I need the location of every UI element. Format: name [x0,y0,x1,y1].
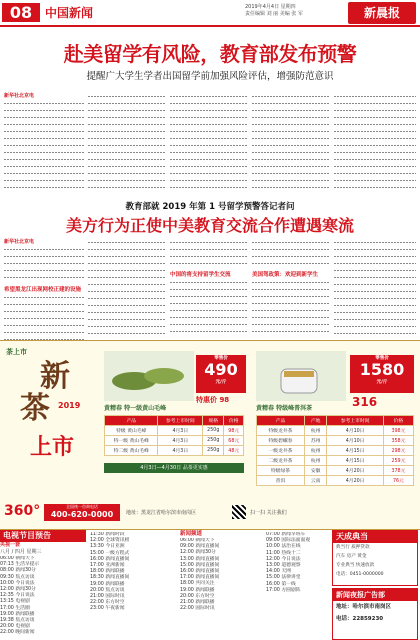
table-cell: 特级绿茶 [257,466,305,476]
table-cell: 杭州 [304,446,326,456]
tv-list-3 [180,538,262,612]
story2-column-4 [252,238,330,336]
tv-program-item: 18:00 共同关注 [180,581,215,587]
store-address: 地址：黑龙江省哈尔滨市南岗区 [126,510,197,516]
tv-program-item: 07:13 生活早提示 [0,562,40,568]
table-cell: 250g [203,436,224,446]
product2-name: 黄精春 特级峰普洱茶 [256,405,313,412]
table-cell: 4月3日 [158,426,203,436]
product1-unit: 元/斤 [215,380,227,385]
tv-program-item: 13:00 新闻直播间 [180,556,220,562]
tv-program-item: 16:00 第一线 [266,581,296,587]
story2-subhead-1: 中国的将支持留学生交流 [170,272,231,278]
date-line [245,4,335,18]
product1-deal [196,395,229,405]
table-header: 产品 [257,416,305,426]
tv-program-item: 11:00 热线十二 [266,550,301,556]
tv-program-item: 13:00 道德观察 [266,563,301,569]
story2-column-3 [170,238,248,336]
tv-program-item: 17:00 生活圈 [0,605,30,611]
product1-price: 490 [204,360,238,379]
page-number: 08 [2,3,40,22]
tv-list-1 [0,556,86,637]
tv-program-item: 12:00 全球资讯榜 [90,538,130,544]
ad-pawn-text [333,543,417,579]
tv-list-4 [266,532,328,594]
headline-main: 赴美留学有风险，教育部发布预警 [63,42,357,66]
table-cell: 云南 [304,476,326,486]
product2-price-box [350,355,414,393]
table-header-row [105,416,244,426]
qr-code-icon [232,505,246,519]
tv-program-item: 17:00 新闻直播间 [180,575,220,581]
tv-program-item: 17:00 方圆剧阵 [266,587,301,593]
tv-program-item: 10:00 法治在线 [266,544,301,550]
table-cell: 特级 黄山毛峰 [105,426,158,436]
table-cell: 4月15日 [327,456,383,466]
tv-program-item: 18:00 新闻联播 [90,569,125,575]
promo-bar: 4月3日—4月30日 品茶更实惠 [104,463,244,473]
brand-logo: 新晨报 [348,2,416,24]
table-cell: 一级龙井茶 [257,446,305,456]
tv-program-item: 10:00 今日说法 [0,580,35,586]
product2-deal-price: 316 [352,395,378,409]
product1-price-label: 零售价 [214,356,228,361]
product1-price-box [196,355,246,393]
hotline-number: 400-620-0000 [50,510,114,519]
tv-program-item: 20:00 电视剧 [0,624,30,630]
table-cell: 特级龙井茶 [257,426,305,436]
table-cell: 特一级 黄山毛峰 [105,436,158,446]
table-cell: 4月10日 [327,426,383,436]
table-cell: 76元 [383,476,413,486]
table-header: 价格 [224,416,244,426]
table-cell: 4月3日 [158,446,203,456]
tv-title: 电视节目预告 [0,530,86,542]
product2-image [256,351,346,401]
ad-pawn [332,530,418,586]
story2-column-1 [4,238,84,345]
table-cell: 普洱 [257,476,305,486]
ad-title-launch: 上市 [30,434,75,460]
ad-logo: 茶上市 [6,348,27,356]
story1-body-1 [4,99,84,195]
tv-program-item: 16:00 新闻直播间 [180,569,220,575]
table-cell: 298元 [383,446,413,456]
ad-year: 2019 [58,401,81,410]
product1-deal-label: 特惠价 [196,396,217,404]
tv-program-item: 19:00 新闻联播 [180,587,215,593]
story2-column-5 [334,238,416,338]
story1-column-2 [88,92,166,196]
tv-program-item: 22:00 国际时讯 [180,606,215,612]
tv-column-1 [0,530,86,637]
tea-leaf-icon [104,351,194,401]
qr-caption: 扫一扫 关注我们 [250,510,287,516]
tv-program-item: 15:00 一级方程式 [90,550,130,556]
table-header-row [257,416,414,426]
table-row [257,466,414,476]
hotline-box [44,504,120,521]
ad-title-tea: 茶 [20,391,50,426]
tv-program-item: 09:30 焦点访谈 [0,574,35,580]
story2-body-3 [170,238,248,270]
table-cell: 358元 [383,436,413,446]
tv-col3-header: 新闻频道 [180,531,203,537]
tv-program-item: 09:00 国际法面面观 [266,538,311,544]
tv-program-item: 19:00 新闻联播 [90,581,125,587]
ad-title-new: 新 [40,359,70,394]
story1-column-3 [170,92,248,196]
tv-list-2 [90,532,176,613]
tv-program-item: 19:00 新闻联播 [0,611,35,617]
product1-image [104,351,194,401]
tv-program-item: 12:00 新闻30分 [0,587,36,593]
tv-program-item: 21:00 国际时讯 [90,594,125,600]
table-cell: 259元 [383,456,413,466]
table-header: 产地 [304,416,326,426]
table-header: 参考上市时间 [327,416,383,426]
editor-text: 责任编辑 刘 丽 美编 张 军 [245,11,303,17]
table-header: 规格 [203,416,224,426]
story1-column-5 [334,92,416,196]
section-title: 中国新闻 [45,6,94,20]
tv-program-item: 14:00 天网 [266,569,291,575]
story2-column-2 [88,238,166,338]
tv-program-item: 15:00 法律讲堂 [266,575,301,581]
price-table-1 [104,415,244,456]
table-cell: 安徽 [304,466,326,476]
ad-pawn-line: 典当行 质押贷款 [336,545,370,550]
table-header: 价格 [383,416,413,426]
story2-body-6 [252,278,330,336]
story2-body-2 [4,293,84,345]
story2-subhead-2: 美国驾政策：欢迎到新学生 [252,272,319,278]
tv-program-item: 15:00 新闻直播间 [180,562,220,568]
ad-pawn-line: 电话：0451-0000000 [336,572,384,577]
tv-program-item: 06:00 朝闻天下 [0,556,35,561]
table-row [257,476,414,486]
ad-pawn-line: 汽车 房产 黄金 [336,554,367,559]
subheadline-main: 提醒广大学生学者出国留学前加强风险评估，增强防范意识 [86,71,334,82]
tea-cup-icon [256,351,346,401]
table-cell: 特级碧螺春 [257,436,305,446]
table-cell: 杭州 [304,456,326,466]
tv-date: 八月 / 四月 星期三 [0,549,42,555]
tv-channel: 央视一套 [0,542,21,548]
story1-column-4 [252,92,330,196]
story1-column-1 [4,92,84,195]
product2-unit: 元/斤 [376,380,388,385]
table-cell: 250g [203,446,224,456]
tv-program-item: 11:30 新闻时段 [90,532,125,537]
tv-program-item: 12:35 今日说法 [0,593,35,599]
store-brand: 360° [4,503,41,519]
product1-deal-price: 98 [219,396,230,404]
table-row [257,426,414,436]
side-subhead: 希望黑龙江出现网校正建的设施 [4,287,82,293]
table-cell: 4月10日 [327,436,383,446]
table-cell: 4月20日 [327,466,383,476]
tv-program-item: 06:00 朝闻天下 [180,538,215,543]
table-row [105,426,244,436]
ad-department-title: 新闻夜报广告部 [333,589,417,601]
tv-program-item: 17:00 亚洲新闻 [90,563,125,569]
product2-price: 1580 [359,360,405,379]
tv-program-item: 09:00 新闻直播间 [180,544,220,550]
tv-program-item: 21:00 新闻联播 [180,600,215,606]
table-cell: 4月15日 [327,446,383,456]
hotline-label: 全国统一咨询电话 [66,504,98,509]
table-row [257,446,414,456]
product2-price-label: 零售价 [375,356,389,361]
table-cell: 68元 [224,436,244,446]
table-cell: 苏州 [304,436,326,446]
tv-program-item: 22:00 东方时空 [90,600,125,606]
tv-program-item: 13:15 电视剧 [0,599,30,605]
ad-department [332,588,418,640]
ad-department-line: 电话：22859230 [336,616,384,622]
product1-name: 黄精春 特一级黄山毛峰 [104,405,167,412]
table-cell: 378元 [383,466,413,476]
tv-program-item: 19:38 焦点访谈 [0,618,35,624]
table-header: 产品 [105,416,158,426]
tv-program-item: 20:00 东方时空 [180,593,215,599]
table-cell: 4月20日 [327,476,383,486]
ad-department-text [333,601,417,625]
table-row [257,436,414,446]
tv-listings [0,530,420,640]
table-cell: 98元 [224,426,244,436]
table-header: 参考上市时间 [158,416,203,426]
table-row [105,446,244,456]
tv-program-item: 07:00 新闻早班车 [266,532,306,537]
date-text: 2019年4月4日 星期四 [245,4,296,10]
table-cell: 48元 [224,446,244,456]
story2-body-5 [252,238,330,270]
tv-program-item: 13:30 今日亚洲 [90,544,125,550]
ad-pawn-line: 专业典当 快速放款 [336,563,375,568]
story2-kicker: 教育部就 2019 年第 1 号留学预警答记者问 [125,202,295,212]
price-table-2 [256,415,414,486]
table-row [257,456,414,466]
table-row [105,436,244,446]
ad-department-line: 地址：哈尔滨市南岗区 [336,604,392,610]
tv-column-3 [180,530,262,612]
tea-advertisement [0,340,420,530]
tv-program-item: 16:00 新闻直播间 [90,556,130,562]
table-cell: 398元 [383,426,413,436]
table-cell: 杭州 [304,426,326,436]
tv-program-item: 18:30 新闻直播间 [90,575,130,581]
header-rule [0,25,420,27]
tv-program-item: 08:00 新闻30分 [0,568,36,574]
ad-pawn-title: 天成典当 [333,531,417,543]
tv-program-item: 12:00 新闻30分 [180,550,216,556]
story2-body-1 [4,245,84,285]
tv-program-item: 23:00 午夜新闻 [90,606,125,612]
tv-program-item: 12:00 今日说法 [266,556,301,562]
table-cell: 4月3日 [158,436,203,446]
story2-body-4 [170,278,248,336]
table-cell: 特二级 黄山毛峰 [105,446,158,456]
table-cell: 二级龙井茶 [257,456,305,466]
story1-lead: 新华社北京电 [4,93,35,99]
story2-headline: 美方行为正使中美教育交流合作遭遇寒流 [65,216,354,235]
tv-program-item: 20:00 焦点访谈 [90,587,125,593]
table-cell: 250g [203,426,224,436]
tv-program-item: 22:00 晚间新闻 [0,630,35,636]
page-header [0,0,420,24]
story2-lead: 新华社北京电 [4,239,35,245]
